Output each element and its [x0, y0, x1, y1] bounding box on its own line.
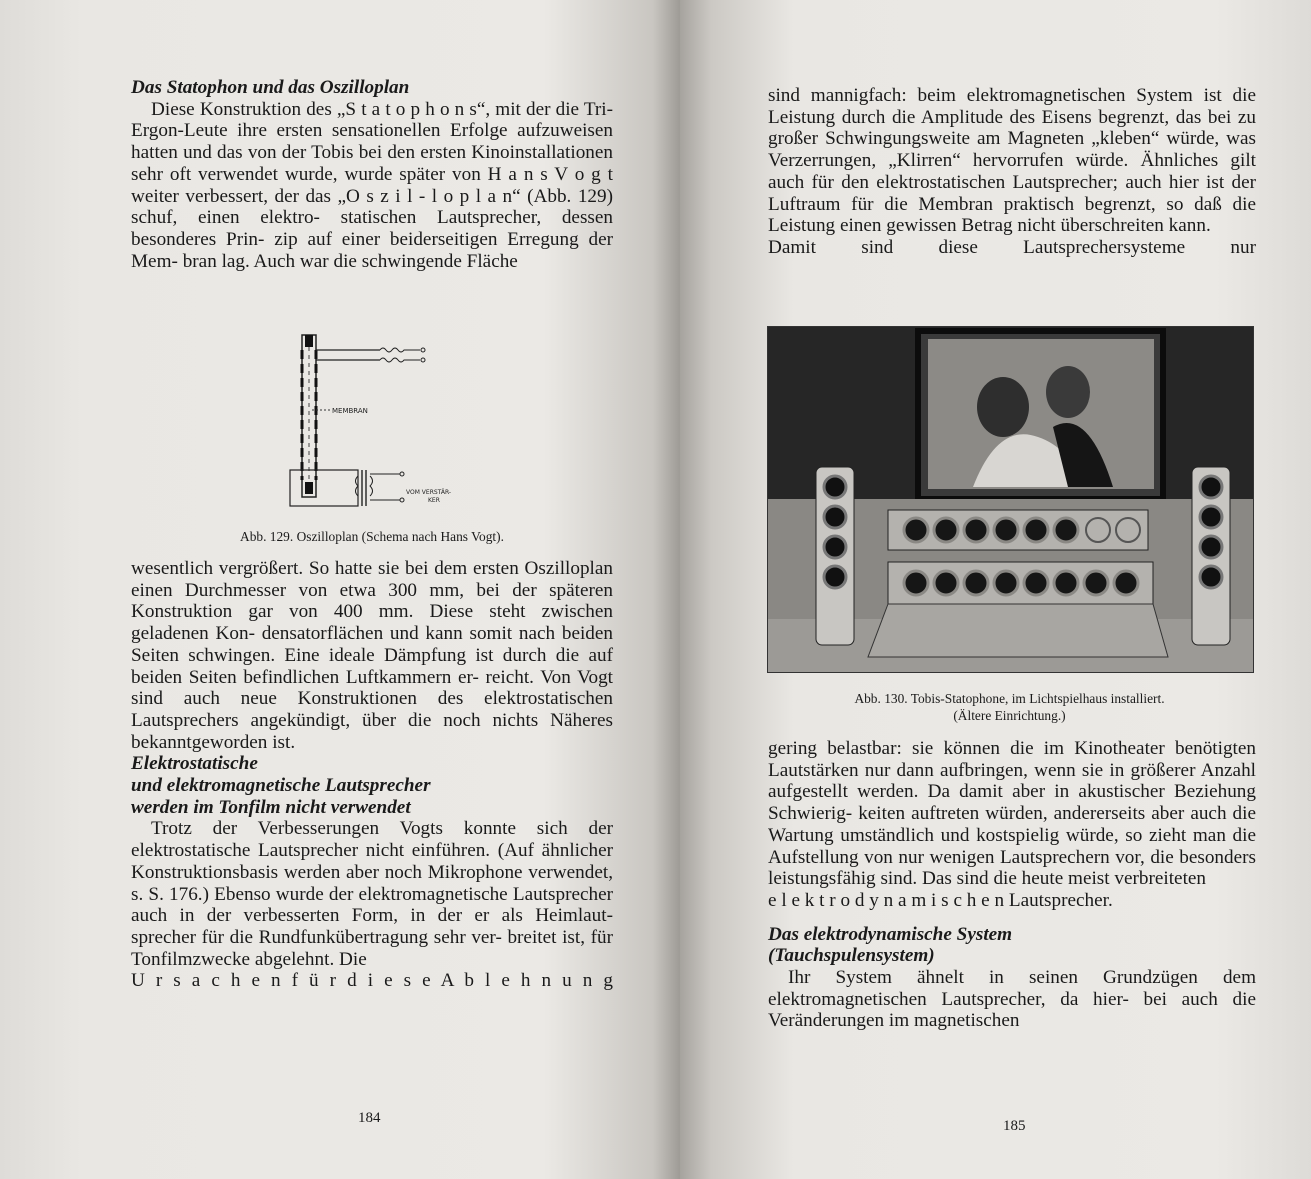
left-top-text: [131, 77, 613, 272]
oszilloplan-schematic: [260, 330, 460, 512]
figure-130-caption-line1: Abb. 130. Tobis-Statophone, im Lichtspielhaus installiert.: [854, 691, 1165, 706]
right-middle-text: [768, 738, 1256, 1032]
right-top-text: [768, 85, 1256, 259]
left-middle-text: [131, 558, 613, 992]
heading-statophon: Das Statophon und das Oszilloplan: [131, 77, 410, 98]
paragraph-mannigfach: sind mannigfach: beim elektromagnetischen System ist die Leistung durch die Amplitude des Eisens begrenzt, das bei zu großer Schwingungsweite am Magneten „kleben“ würde, was Verzerrungen, „Klirren“ hervorrufen würde. Ähnliches gilt auch für den elektrostatischen Lautsprecher; auch hier ist der Luftraum für die Membran praktisch begrenzt, so daß die Leistung einen gewissen Betrag nicht überschreiten kann.: [768, 85, 1256, 237]
paragraph-verbesserungen: Trotz der Verbesserungen Vogts konnte sich der elektrostatische Lautsprecher nicht einführen. (Auf ähnlicher Konstruktionsbasis werden aber noch Mikrophone verwendet, s. S. 176.) Ebenso wurde der elektromagnetische Lautsprecher auch in der verbesserten Form, in der er als Heimlaut- sprecher für die Rundfunkübertragung sehr ver- breitet ist, für Tonfilmzwecke abgelehnt. Die: [131, 818, 613, 970]
paragraph-statophon: Diese Konstruktion des „S t a t o p h o n s“, mit der die Tri-Ergon-Leute ihre ersten sensationellen Erfolge aufzuweisen hatten und das von der Tobis bei den ersten Kinoinstallationen sehr oft verwendet wurde, wurde später von H a n s V o g t weiter verbessert, der das „O s z i l - l o p l a n“ (Abb. 129) schuf, einen elektro- statischen Lautsprecher, dessen besonderes Prin- zip auf einer beiderseitigen Erregung der Mem- bran lag. Auch war die schwingende Fläche: [131, 98, 613, 272]
paragraph-gering: gering belastbar: sie können die im Kinotheater benötigten Lautstärken nur dann aufbringen, wenn sie in größerer Anzahl aufgestellt werden. Da damit aber in akustischer Beziehung Schwierig- keiten auftreten würden, andererseits aber auch die Wartung umständlich und kostspielig würde, so zieht man die Aufstellung von nur wenigen Lautsprechern vor, die besonders leistungsfähig sind. Das sind die heute meist verbreiteten: [768, 738, 1256, 890]
figure-129-caption: Abb. 129. Oszilloplan (Schema nach Hans Vogt).: [240, 529, 504, 544]
paragraph-ursachen-line: U r s a c h e n f ü r d i e s e A b l e h n u n g: [131, 970, 613, 992]
right-page: [680, 0, 1311, 1179]
paragraph-ihr-system: Ihr System ähnelt in seinen Grundzügen dem elektromagnetischen Lautsprecher, da hier- bei auch die Veränderungen im magnetischen: [768, 967, 1256, 1032]
page-number-left: 184: [358, 1110, 381, 1126]
label-membran: MEMBRAN: [332, 407, 368, 415]
statophone-photo: [767, 326, 1254, 673]
label-ker: KER: [428, 497, 440, 504]
heading-elektrostatische-3: werden im Tonfilm nicht verwendet: [131, 796, 411, 818]
figure-130-caption: [767, 690, 1252, 724]
heading-elektrodynamische-1: Das elektrodynamische System: [768, 923, 1013, 945]
heading-elektrodynamische-2: (Tauchspulensystem): [768, 945, 935, 967]
heading-elektrostatische-1: Elektrostatische: [131, 753, 258, 775]
page-number-right: 185: [1003, 1118, 1026, 1134]
heading-elektrostatische-2: und elektromagnetische Lautsprecher: [131, 775, 431, 797]
label-vom-verstaerker: VOM VERSTÄR-: [406, 489, 452, 496]
paragraph-mannigfach-last: Damit sind diese Lautsprechersysteme nur: [768, 236, 1256, 258]
paragraph-elektrodynamischen: e l e k t r o d y n a m i s c h e n Lautsprecher.: [768, 889, 1113, 911]
paragraph-oszilloplan: wesentlich vergrößert. So hatte sie bei dem ersten Oszilloplan einen Durchmesser von etwa 300 mm, bei der späteren Konstruktion gar von 400 mm. Diese steht zwischen geladenen Kon- densatorflächen und kann somit nach beiden Seiten schwingen. Eine ideale Dämpfung ist durch die auf beiden Seiten befindlichen Luftkammern er- reicht. Von Vogt sind auch neue Konstruktionen des elektrostatischen Lautsprechers angekündigt, über die noch nichts Näheres bekanntgeworden ist.: [131, 558, 613, 753]
statophone-photo-drawing: [768, 327, 1253, 672]
figure-130-caption-line2: (Ältere Einrichtung.): [953, 708, 1066, 723]
